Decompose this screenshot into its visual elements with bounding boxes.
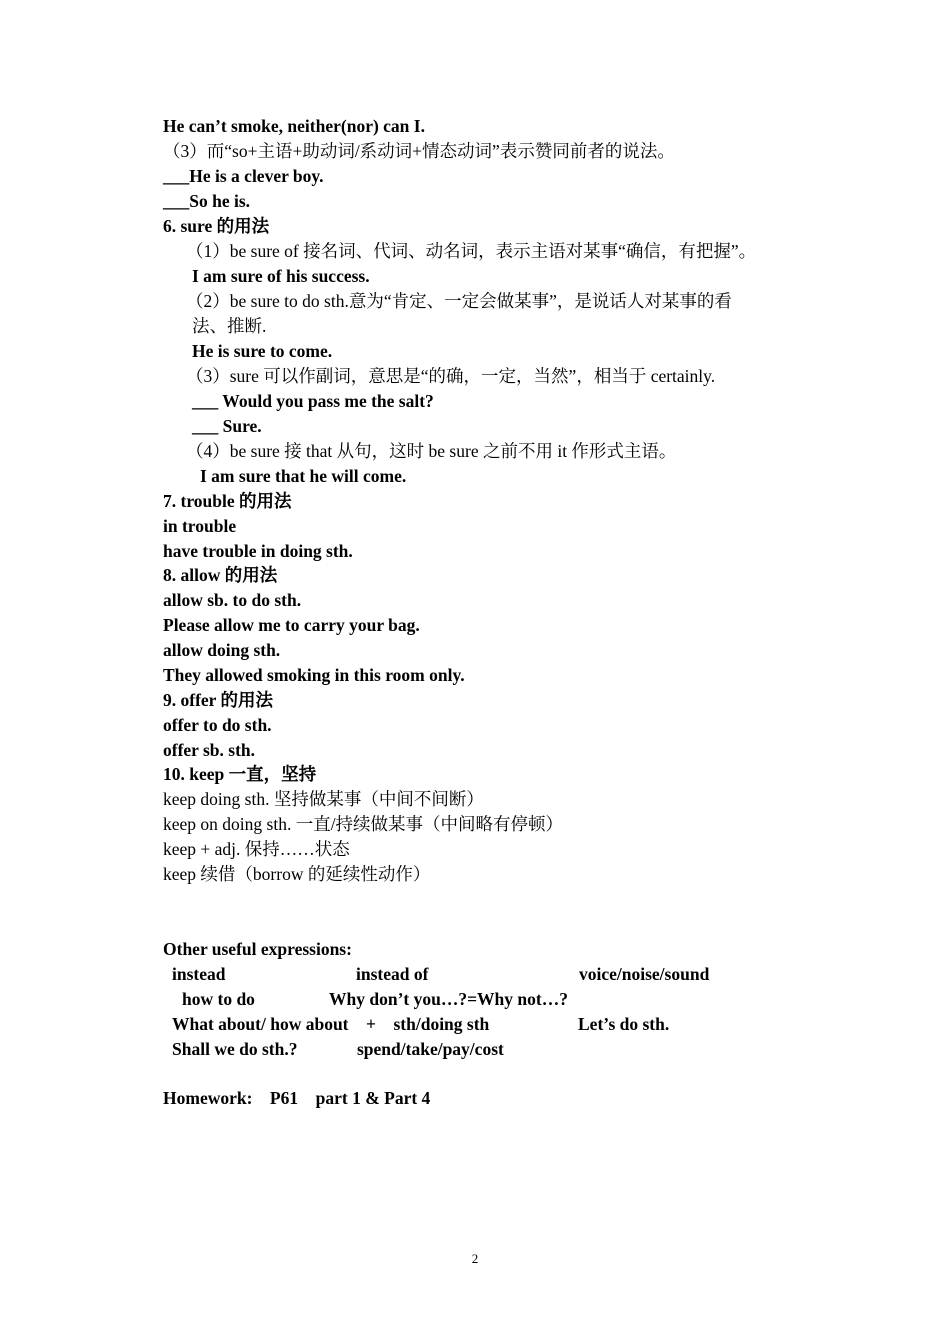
section-heading: 8. allow 的用法: [163, 565, 278, 585]
text-line: allow sb. to do sth.: [163, 590, 302, 610]
text-line: allow doing sth.: [163, 640, 281, 660]
text-line: ___So he is.: [163, 191, 251, 211]
text-line: ___ Would you pass me the salt?: [192, 391, 434, 411]
expression-item: instead of: [356, 964, 429, 984]
expression-item: Why don’t you…?=Why not…?: [329, 989, 568, 1009]
section-heading: 7. trouble 的用法: [163, 491, 292, 511]
page-number: 2: [471, 1251, 479, 1266]
text-line: （4）be sure 接 that 从句，这时 be sure 之前不用 it 作形式主语。: [186, 441, 677, 461]
expression-item: Let’s do sth.: [578, 1014, 670, 1034]
text-line: He can’t smoke, neither(nor) can I.: [163, 116, 425, 136]
homework-line: Homework: P61 part 1 & Part 4: [163, 1088, 431, 1108]
text-line: （3）sure 可以作副词，意思是“的确，一定，当然”，相当于 certainly.: [186, 366, 716, 386]
text-line: offer to do sth.: [163, 715, 272, 735]
text-line: offer sb. sth.: [163, 740, 256, 760]
text-line: 法、推断.: [192, 316, 267, 336]
text-line: I am sure that he will come.: [200, 466, 407, 486]
text-line: （3）而“so+主语+助动词/系动词+情态动词”表示赞同前者的说法。: [163, 141, 675, 161]
section-heading: 10. keep 一直，坚持: [163, 764, 317, 784]
expression-item: spend/take/pay/cost: [357, 1039, 504, 1059]
expression-item: instead: [172, 964, 226, 984]
expression-item: how to do: [182, 989, 255, 1009]
text-line: They allowed smoking in this room only.: [163, 665, 465, 685]
text-line: in trouble: [163, 516, 237, 536]
text-line: He is sure to come.: [192, 341, 333, 361]
text-line: ___He is a clever boy.: [163, 166, 324, 186]
text-line: keep doing sth. 坚持做某事（中间不间断）: [163, 789, 484, 809]
text-line: keep + adj. 保持……状态: [163, 839, 350, 859]
text-line: （1）be sure of 接名词、代词、动名词，表示主语对某事“确信，有把握”。: [186, 241, 757, 261]
text-line: I am sure of his success.: [192, 266, 370, 286]
section-heading: 9. offer 的用法: [163, 690, 273, 710]
section-heading: 6. sure 的用法: [163, 216, 270, 236]
text-line: have trouble in doing sth.: [163, 541, 353, 561]
expressions-heading: Other useful expressions:: [163, 939, 352, 959]
expression-item: Shall we do sth.?: [172, 1039, 298, 1059]
expression-item: voice/noise/sound: [579, 964, 710, 984]
expression-item: What about/ how about + sth/doing sth: [172, 1014, 490, 1034]
text-line: keep on doing sth. 一直/持续做某事（中间略有停顿）: [163, 814, 564, 834]
text-line: keep 续借（borrow 的延续性动作）: [163, 864, 431, 884]
text-line: Please allow me to carry your bag.: [163, 615, 420, 635]
text-line: （2）be sure to do sth.意为“肯定、一定会做某事”，是说话人对某事的看: [186, 291, 732, 311]
text-line: ___ Sure.: [192, 416, 262, 436]
